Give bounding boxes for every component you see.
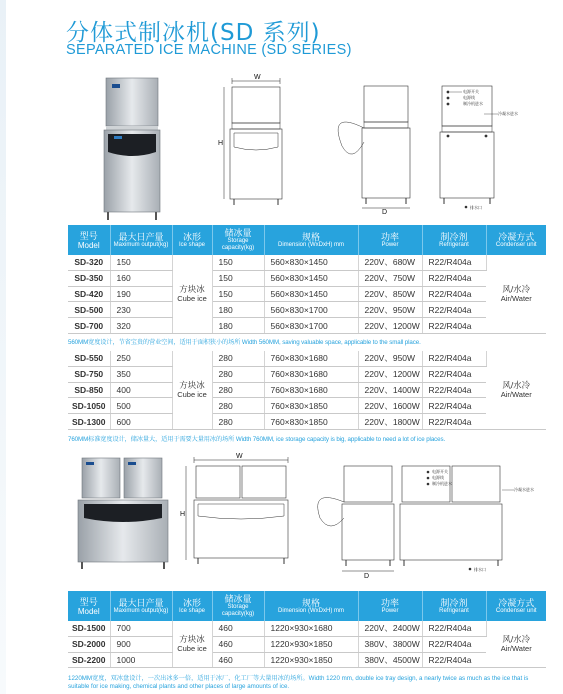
col-condenser: 冷凝方式 Condenser unit [486, 591, 546, 621]
cell-refrigerant: R22/R404a [422, 414, 486, 430]
cell-condenser: 风/水冷 Air/Water [486, 621, 546, 668]
page-subtitle: SEPARATED ICE MACHINE (SD SERIES) [66, 42, 352, 58]
spec-table-760 [68, 351, 546, 430]
cell-model: SD-500 [68, 302, 110, 318]
cell-dimension: 560×830×1450 [264, 270, 358, 286]
cell-power: 220V、1800W [358, 414, 422, 430]
cell-model: SD-550 [68, 351, 110, 366]
width-label-2: W [236, 453, 243, 460]
width-label-1: W [254, 74, 261, 81]
label-power-switch-2: 电源开关 [432, 469, 448, 474]
col-dimension: 规格 Dimension (WxDxH) mm [264, 225, 358, 255]
cell-output: 1000 [110, 652, 172, 668]
height-label-1: H [218, 140, 224, 147]
cell-model: SD-1500 [68, 621, 110, 636]
label-ice-water-in-1: 制冷机进水 [463, 101, 483, 106]
cell-output: 700 [110, 621, 172, 636]
side-view-drawing-2 [306, 462, 401, 580]
table-row [68, 302, 546, 318]
front-view-drawing-1 [218, 73, 298, 213]
cell-refrigerant: R22/R404a [422, 270, 486, 286]
back-view-drawing-2 [398, 462, 548, 580]
cell-power: 220V、750W [358, 270, 422, 286]
cell-refrigerant: R22/R404a [422, 366, 486, 382]
col-power: 功率 Power [358, 225, 422, 255]
cell-output: 150 [110, 255, 172, 270]
cell-storage: 280 [212, 398, 264, 414]
cell-output: 500 [110, 398, 172, 414]
cell-power: 220V、1400W [358, 382, 422, 398]
height-label-2: H [180, 511, 186, 518]
col-refrigerant: 制冷剂 Refrigerant [422, 225, 486, 255]
table-row [68, 255, 546, 270]
col-ice-shape: 冰形 Ice shape [172, 591, 212, 621]
table-row [68, 270, 546, 286]
cell-dimension: 1220×930×1850 [264, 636, 358, 652]
cell-output: 320 [110, 318, 172, 334]
cell-storage: 150 [212, 255, 264, 270]
cell-condenser: 风/水冷 Air/Water [486, 351, 546, 429]
cell-storage: 460 [212, 652, 264, 668]
cell-model: SD-2200 [68, 652, 110, 668]
cell-storage: 150 [212, 286, 264, 302]
col-output: 最大日产量 Maximum output(kg) [110, 225, 172, 255]
cell-refrigerant: R22/R404a [422, 255, 486, 270]
cell-model: SD-350 [68, 270, 110, 286]
cell-storage: 180 [212, 302, 264, 318]
cell-storage: 150 [212, 270, 264, 286]
depth-label-2: D [364, 573, 370, 580]
spec-table-560 [68, 225, 546, 334]
cell-storage: 280 [212, 366, 264, 382]
cell-output: 350 [110, 366, 172, 382]
cell-power: 380V、3800W [358, 636, 422, 652]
cell-refrigerant: R22/R404a [422, 636, 486, 652]
col-dimension: 规格 Dimension (WxDxH) mm [264, 591, 358, 621]
label-drain-2: 排水口 [474, 567, 486, 572]
cell-storage: 180 [212, 318, 264, 334]
cell-model: SD-320 [68, 255, 110, 270]
table-row [68, 351, 546, 366]
table-header-row [68, 225, 546, 255]
cell-refrigerant: R22/R404a [422, 382, 486, 398]
cell-power: 220V、1200W [358, 318, 422, 334]
cell-model: SD-850 [68, 382, 110, 398]
cell-output: 250 [110, 351, 172, 366]
cell-output: 190 [110, 286, 172, 302]
col-model: 型号 Model [68, 225, 110, 255]
note-760: 760MM标准宽度设计，储冰量大，适用于需要大量用冰的场所 Width 760MM, ice storage capacity is big, applicable to need a lot of ice places. [68, 436, 446, 443]
table-row [68, 366, 546, 382]
side-view-drawing-1 [318, 80, 418, 215]
cell-power: 220V、1600W [358, 398, 422, 414]
cell-power: 220V、950W [358, 302, 422, 318]
cell-storage: 280 [212, 382, 264, 398]
cell-power: 220V、950W [358, 351, 422, 366]
table-row [68, 652, 546, 668]
cell-dimension: 1220×930×1850 [264, 652, 358, 668]
page-edge [0, 0, 6, 694]
table-row [68, 636, 546, 652]
cell-refrigerant: R22/R404a [422, 286, 486, 302]
cell-model: SD-420 [68, 286, 110, 302]
cell-power: 220V、850W [358, 286, 422, 302]
cell-condenser: 风/水冷 Air/Water [486, 255, 546, 333]
cell-dimension: 560×830×1450 [264, 255, 358, 270]
cell-output: 900 [110, 636, 172, 652]
note-560: 560MM宽度设计，节省宝贵的营业空间，适用于面积狭小的场所 Width 560MM, saving valuable space, applicable to the small place. [68, 339, 421, 346]
cell-refrigerant: R22/R404a [422, 652, 486, 668]
cell-refrigerant: R22/R404a [422, 621, 486, 636]
cell-dimension: 760×830×1850 [264, 398, 358, 414]
cell-ice-shape: 方块冰 Cube ice [172, 255, 212, 333]
label-condenser-water-1: 冷凝水进水 [498, 111, 518, 116]
col-ice-shape: 冰形 Ice shape [172, 225, 212, 255]
cell-model: SD-750 [68, 366, 110, 382]
table-row [68, 318, 546, 334]
cell-ice-shape: 方块冰 Cube ice [172, 621, 212, 668]
cell-dimension: 760×830×1680 [264, 366, 358, 382]
cell-ice-shape: 方块冰 Cube ice [172, 351, 212, 429]
spec-table-1220 [68, 591, 546, 668]
cell-dimension: 760×830×1850 [264, 414, 358, 430]
col-power: 功率 Power [358, 591, 422, 621]
col-model: 型号 Model [68, 591, 110, 621]
table-header-row [68, 591, 546, 621]
table-row [68, 398, 546, 414]
cell-output: 400 [110, 382, 172, 398]
cell-storage: 460 [212, 636, 264, 652]
label-ice-water-in-2: 制冷机进水 [432, 481, 452, 486]
label-drain-1: 排水口 [470, 205, 482, 210]
label-power-cord-2: 电源线 [432, 475, 444, 480]
cell-power: 220V、1200W [358, 366, 422, 382]
table-row [68, 414, 546, 430]
col-refrigerant: 制冷剂 Refrigerant [422, 591, 486, 621]
machine-photo-2 [74, 454, 174, 572]
cell-dimension: 760×830×1680 [264, 382, 358, 398]
cell-power: 220V、2400W [358, 621, 422, 636]
col-storage: 储冰量 Storage capacity(kg) [212, 591, 264, 621]
cell-dimension: 1220×930×1680 [264, 621, 358, 636]
machine-photo-1 [88, 74, 178, 224]
table-row [68, 621, 546, 636]
label-power-switch-1: 电源开关 [463, 89, 479, 94]
page-title: 分体式制冰机(SD 系列) [66, 20, 321, 46]
depth-label-1: D [382, 209, 388, 215]
cell-storage: 280 [212, 414, 264, 430]
cell-dimension: 760×830×1680 [264, 351, 358, 366]
label-power-cord-1: 电源线 [463, 95, 475, 100]
cell-storage: 460 [212, 621, 264, 636]
cell-dimension: 560×830×1700 [264, 318, 358, 334]
cell-power: 380V、4500W [358, 652, 422, 668]
table-row [68, 382, 546, 398]
back-view-drawing-1 [434, 80, 524, 215]
cell-model: SD-1300 [68, 414, 110, 430]
cell-refrigerant: R22/R404a [422, 398, 486, 414]
cell-refrigerant: R22/R404a [422, 351, 486, 366]
cell-storage: 280 [212, 351, 264, 366]
col-condenser: 冷凝方式 Condenser unit [486, 225, 546, 255]
table-row [68, 286, 546, 302]
col-output: 最大日产量 Maximum output(kg) [110, 591, 172, 621]
cell-refrigerant: R22/R404a [422, 318, 486, 334]
cell-model: SD-1050 [68, 398, 110, 414]
cell-output: 230 [110, 302, 172, 318]
col-storage: 储冰量 Storage capacity(kg) [212, 225, 264, 255]
cell-model: SD-700 [68, 318, 110, 334]
note-1220: 1220MM宽度，双冰盘设计，一次出冰多一倍，适用于冰厂、化工厂等大量用冰的场所。Width 1220 mm, double ice tray design, a nearly twice as much as the ice that is suitable for ice making, chemical plants and other places of large amounts of ice. [68, 675, 529, 690]
cell-output: 600 [110, 414, 172, 430]
cell-refrigerant: R22/R404a [422, 302, 486, 318]
cell-model: SD-2000 [68, 636, 110, 652]
front-view-drawing-2 [180, 452, 300, 570]
label-condenser-water-2: 冷凝水进水 [514, 487, 534, 492]
cell-dimension: 560×830×1450 [264, 286, 358, 302]
cell-dimension: 560×830×1700 [264, 302, 358, 318]
cell-power: 220V、680W [358, 255, 422, 270]
cell-output: 160 [110, 270, 172, 286]
